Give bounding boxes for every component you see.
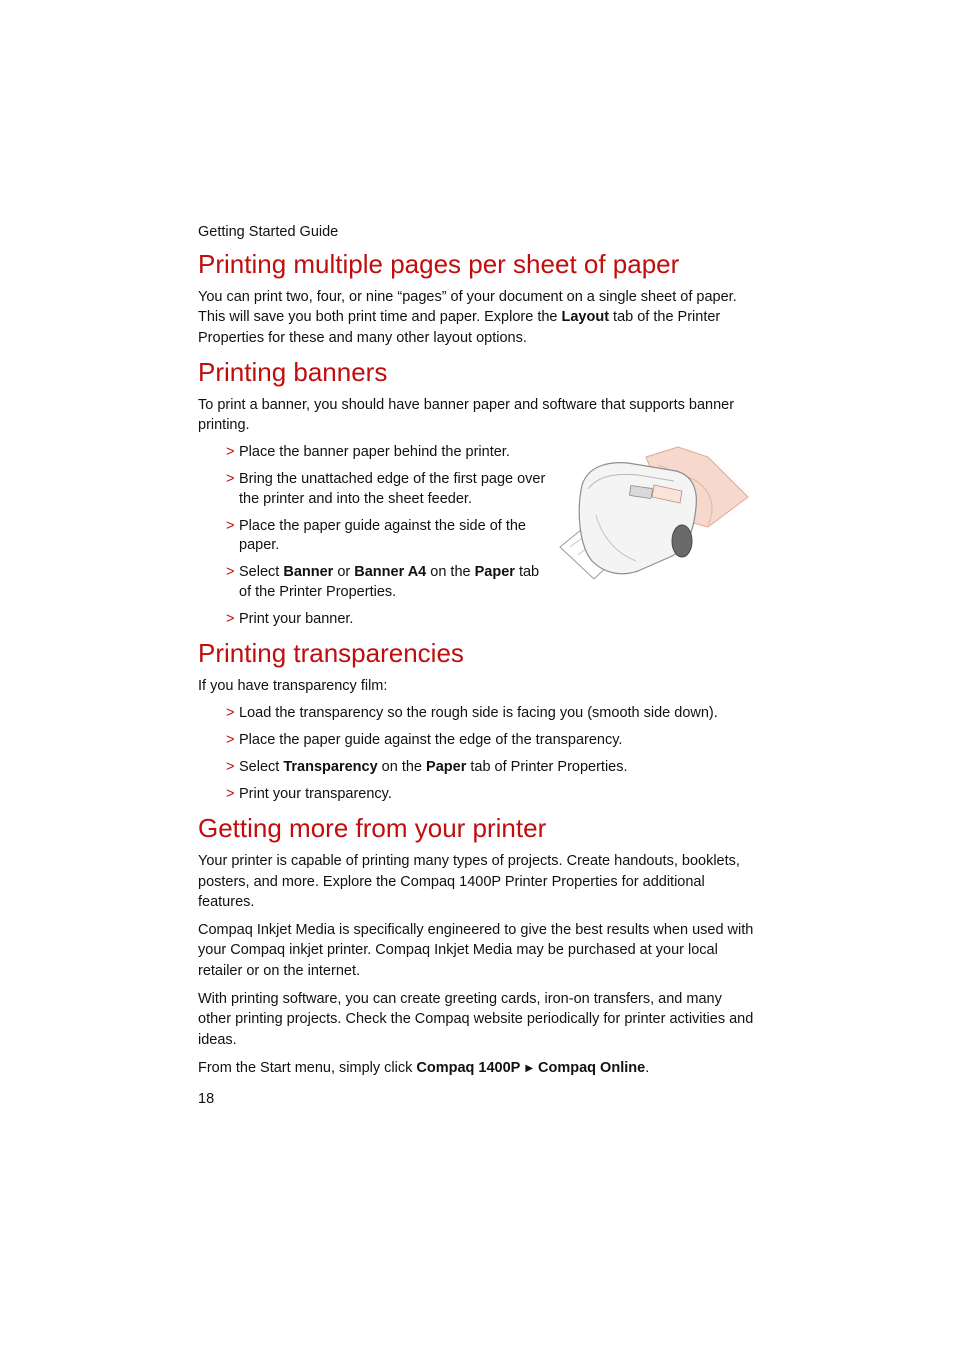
term-banner-a4: Banner A4 [354,564,427,581]
list-item [226,443,546,463]
bullet-icon: > [226,444,235,461]
step-text: Place the paper guide against the side of the paper. [239,517,526,554]
list-item [226,758,758,778]
bullet-icon: > [226,786,235,803]
menu-compaq-online: Compaq Online [538,1059,646,1076]
paragraph-transparencies-intro: If you have transparency film: [198,677,388,694]
list-item [226,517,546,556]
paragraph-multiple-pages [198,287,758,348]
list-item [226,785,758,805]
menu-compaq-1400p: Compaq 1400P [416,1059,521,1076]
step-text: or [333,564,355,581]
list-item [226,470,546,509]
bullet-icon: > [226,517,235,534]
heading-printing-transparencies: Printing transparencies [198,637,464,668]
text-run: You can print two, four, or nine “pages” of your document on a single sheet of paper. This will save you both print time and paper. Explore the [198,289,737,326]
heading-getting-more: Getting more from your printer [198,813,547,844]
bullet-icon: > [226,732,235,749]
step-text: tab of the Printer Properties. [239,564,540,600]
bullet-icon: > [226,705,235,722]
list-item [226,731,758,751]
term-layout: Layout [561,309,610,326]
list-item [226,610,546,630]
paragraph-more-4 [198,1058,758,1079]
running-head: Getting Started Guide [198,224,339,240]
heading-printing-banners: Printing banners [198,356,388,387]
paragraph-banners-intro: To print a banner, you should have banner paper and software that supports banner printing. [198,396,735,434]
term-paper: Paper [426,759,467,776]
step-text: Bring the unattached edge of the first page over the printer and into the sheet feeder. [239,471,546,507]
list-item [226,704,758,724]
banner-steps-list [198,443,546,629]
step-text: Print your banner. [239,610,354,627]
page-content [198,222,758,1109]
text-run: . [645,1059,650,1076]
step-text: Select [239,759,284,776]
step-text: Print your transparency. [239,786,392,803]
paragraph-more-3: With printing software, you can create greeting cards, iron-on transfers, and many other printing projects. Check the Compaq website periodically for printer activities and ideas. [198,991,754,1048]
bullet-icon: > [226,759,235,776]
bullet-icon: > [226,471,235,488]
banner-steps-block [198,443,758,629]
text-run: From the Start menu, simply click [198,1059,417,1076]
list-item [226,563,546,602]
text-run: tab of the Printer Properties for these and many other layout options. [198,309,721,346]
bullet-icon: > [226,564,235,581]
step-text: on the [377,759,427,776]
printer-with-banner-paper-illustration [558,445,750,585]
page-number: 18 [198,1091,215,1108]
menu-arrow-icon: ▶ [525,1062,534,1074]
step-text: Place the banner paper behind the printer. [239,444,510,461]
bullet-icon: > [226,610,235,627]
term-paper: Paper [474,564,515,581]
paragraph-more-2: Compaq Inkjet Media is specifically engineered to give the best results when used with your Compaq inkjet printer. Compaq Inkjet Media may be purchased at your local retailer or on the internet. [198,922,754,979]
step-text: on the [426,564,475,581]
transparency-steps-list [198,704,758,805]
step-text: Load the transparency so the rough side is facing you (smooth side down). [239,705,718,722]
heading-multiple-pages: Printing multiple pages per sheet of paper [198,249,680,279]
step-text: Place the paper guide against the edge of the transparency. [239,732,623,749]
term-transparency: Transparency [283,759,378,776]
paragraph-more-1: Your printer is capable of printing many types of projects. Create handouts, booklets, posters, and more. Explore the Compaq 1400P Printer Properties for additional features. [198,853,740,910]
step-text: Select [239,564,284,581]
term-banner: Banner [283,564,334,581]
step-text: tab of Printer Properties. [466,759,628,776]
